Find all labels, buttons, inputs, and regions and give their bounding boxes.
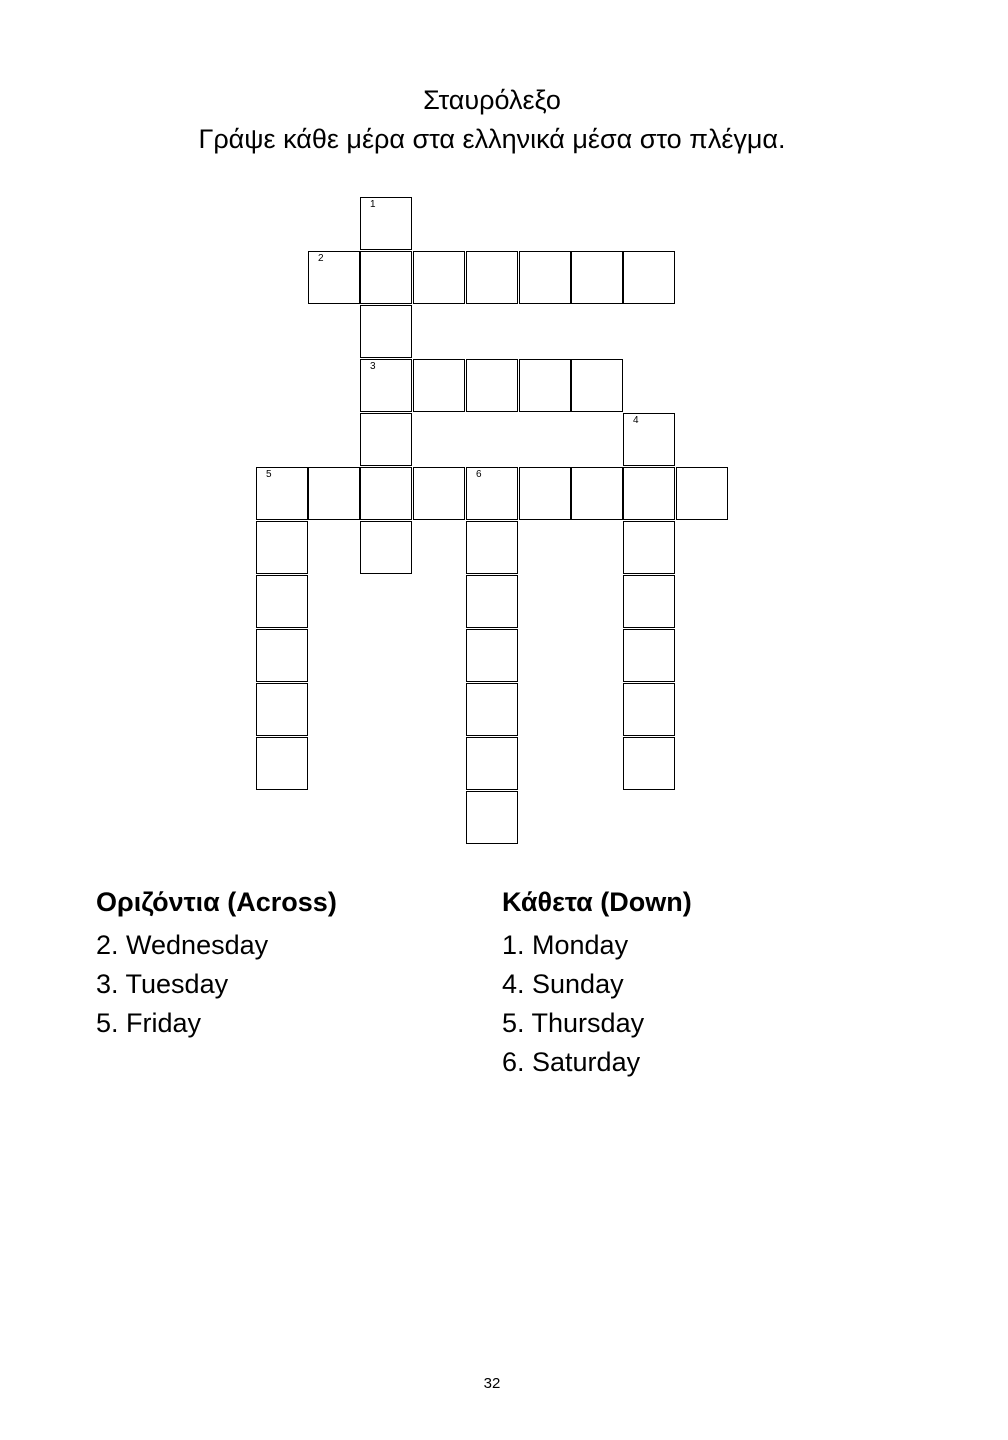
crossword-cell[interactable] [519, 467, 571, 520]
clues-across [96, 889, 337, 1043]
crossword-cell[interactable] [623, 413, 675, 466]
crossword-cell[interactable] [623, 683, 675, 736]
crossword-cell[interactable] [360, 413, 412, 466]
crossword-cell[interactable] [623, 251, 675, 304]
instructions: Γράψε κάθε μέρα στα ελληνικά μέσα στο πλέγμα. [198, 124, 786, 154]
page-number: 32 [483, 1375, 501, 1392]
clue-down-4: 4. Sunday [502, 969, 624, 999]
clue-down-1: 1. Monday [502, 930, 629, 960]
crossword-cell[interactable] [676, 467, 728, 520]
crossword-cell[interactable] [623, 737, 675, 790]
crossword-cell[interactable] [519, 359, 571, 412]
crossword-cell[interactable] [256, 575, 308, 628]
clues-down-heading: Κάθετα (Down) [502, 887, 692, 917]
clue-across-3: 3. Tuesday [96, 969, 229, 999]
crossword-cell[interactable] [623, 467, 675, 520]
crossword-cell[interactable] [360, 197, 412, 250]
crossword-cell[interactable] [466, 359, 518, 412]
crossword-cell[interactable] [466, 791, 518, 844]
clue-number: 1 [370, 199, 376, 210]
crossword-cell[interactable] [571, 359, 623, 412]
clue-across-2: 2. Wednesday [96, 930, 269, 960]
crossword-cell[interactable] [623, 521, 675, 574]
crossword-cell[interactable] [256, 629, 308, 682]
crossword-cell[interactable] [519, 251, 571, 304]
crossword-cell[interactable] [466, 683, 518, 736]
clue-number: 4 [633, 415, 639, 426]
crossword-cell[interactable] [308, 467, 360, 520]
clue-number: 2 [318, 253, 324, 264]
crossword-cell[interactable] [308, 251, 360, 304]
clues-across-heading: Οριζόντια (Across) [96, 887, 337, 917]
crossword-cell[interactable] [413, 467, 465, 520]
crossword-cell[interactable] [571, 251, 623, 304]
crossword-cell[interactable] [256, 683, 308, 736]
crossword-cell[interactable] [413, 251, 465, 304]
crossword-cell[interactable] [413, 359, 465, 412]
crossword-cell[interactable] [466, 629, 518, 682]
page-title: Σταυρόλεξο [423, 85, 561, 115]
crossword-cell[interactable] [360, 521, 412, 574]
clue-number: 3 [370, 361, 376, 372]
crossword-cell[interactable] [256, 521, 308, 574]
clue-number: 6 [476, 469, 482, 480]
crossword-cell[interactable] [360, 305, 412, 358]
crossword-cell[interactable] [360, 467, 412, 520]
crossword-cell[interactable] [466, 737, 518, 790]
crossword-cell[interactable] [623, 629, 675, 682]
crossword-cell[interactable] [466, 575, 518, 628]
clue-across-5: 5. Friday [96, 1008, 202, 1038]
crossword-cell[interactable] [623, 575, 675, 628]
crossword-cell[interactable] [360, 359, 412, 412]
clue-number: 5 [266, 469, 272, 480]
crossword-cell[interactable] [571, 467, 623, 520]
clues-down [502, 889, 692, 1082]
crossword-cell[interactable] [256, 467, 308, 520]
clue-down-5: 5. Thursday [502, 1008, 645, 1038]
crossword-cell[interactable] [256, 737, 308, 790]
crossword-cell[interactable] [360, 251, 412, 304]
clue-down-6: 6. Saturday [502, 1047, 641, 1077]
crossword-cell[interactable] [466, 467, 518, 520]
crossword-cell[interactable] [466, 251, 518, 304]
crossword-cell[interactable] [466, 521, 518, 574]
